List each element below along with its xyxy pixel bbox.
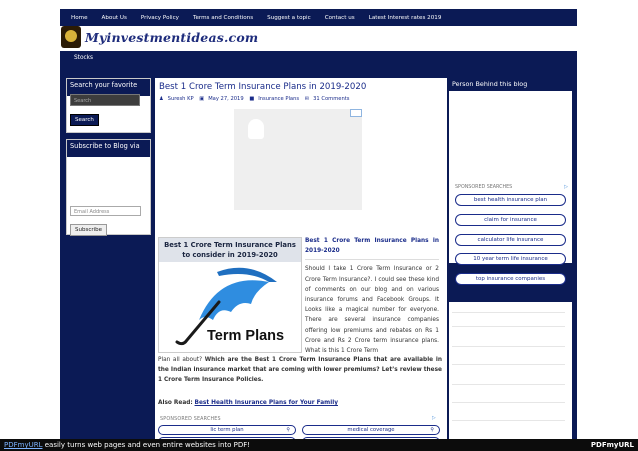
nav-contact-us[interactable]: Contact us	[324, 14, 355, 21]
sub-navbar	[60, 51, 577, 67]
nav-about-us[interactable]: About Us	[101, 14, 127, 21]
pdfmyurl-link[interactable]: PDFmyURL	[4, 441, 43, 449]
ad-pill-label: lic term plan	[210, 427, 244, 433]
search-button[interactable]: Search	[70, 114, 99, 126]
search-widget	[66, 78, 151, 133]
logo-icon	[61, 26, 81, 48]
subscribe-button[interactable]: Subscribe	[70, 224, 107, 236]
divider	[452, 326, 565, 327]
post-article	[155, 78, 447, 451]
footer-text: easily turns web pages and even entire websites into PDF!	[42, 441, 251, 449]
person-widget-title: Person Behind this blog	[449, 78, 572, 91]
intro-bold: Which are the Best 1 Crore Term Insurance Plans that are available in the Indian insurance market that are coming with lower premiums? Let’s review these 1 Crore Term Insurance Policies.	[158, 357, 443, 383]
search-icon: ⚲	[430, 427, 434, 433]
adchoices-icon[interactable]: ▷	[564, 184, 568, 190]
advertisement[interactable]	[234, 109, 362, 210]
comment-icon: ✉	[304, 96, 310, 102]
post-comments[interactable]: 31 Comments	[313, 96, 350, 102]
search-input[interactable]: Search	[70, 94, 140, 106]
hero-text: Term Plans	[207, 328, 285, 344]
nav-terms[interactable]: Terms and Conditions	[192, 14, 254, 21]
subscribe-widget	[66, 139, 151, 235]
top-navbar	[60, 9, 577, 26]
intro-continued	[158, 355, 442, 385]
post-author[interactable]: Suresh KP	[167, 96, 194, 102]
person-widget-body	[449, 91, 572, 282]
folder-icon: ■	[249, 96, 255, 102]
nav-privacy-policy[interactable]: Privacy Policy	[140, 14, 179, 21]
also-read-link[interactable]: Best Health Insurance Plans for Your Family	[194, 400, 338, 406]
intro-question: Best 1 Crore Term Insurance Plans in 2019-2020	[305, 238, 439, 255]
also-read-label: Also Read:	[158, 400, 193, 406]
post-date: May 27, 2019	[208, 96, 244, 102]
calendar-icon: ▣	[199, 96, 205, 102]
site-logo[interactable]	[61, 26, 258, 48]
nav-suggest-topic[interactable]: Suggest a topic	[267, 14, 311, 21]
logo-text: Myinvestmentideas.com	[85, 29, 259, 45]
also-read	[158, 400, 338, 406]
ad-search-pill[interactable]	[302, 425, 440, 435]
post-category[interactable]: Insurance Plans	[258, 96, 300, 102]
ad-search-pill[interactable]	[158, 425, 296, 435]
hero-banner: Best 1 Crore Term Insurance Plans to consider in 2019-2020	[159, 238, 301, 262]
author-icon: ♟	[159, 96, 164, 102]
left-sidebar	[66, 78, 151, 241]
ad-pill[interactable]: top insurance companies	[455, 273, 566, 285]
divider	[305, 259, 439, 260]
divider	[452, 384, 565, 385]
pdfmyurl-logo[interactable]: PDFmyURL	[590, 441, 634, 449]
intro-right	[305, 236, 439, 356]
hero-image	[158, 237, 302, 353]
second-widget-body	[449, 302, 572, 451]
subscribe-widget-title: Subscribe to Blog via	[67, 140, 150, 157]
ad-placeholder-icon	[248, 119, 264, 139]
divider	[452, 364, 565, 365]
divider	[452, 402, 565, 403]
divider	[452, 312, 565, 313]
search-widget-title: Search your favorite	[67, 79, 150, 96]
second-widget-title	[449, 290, 572, 302]
nav-interest-rates[interactable]: Latest Interest rates 2019	[368, 14, 442, 21]
ad-pill[interactable]: calculator life insurance	[455, 234, 566, 246]
post-title[interactable]: Best 1 Crore Term Insurance Plans in 2019-2020	[159, 82, 367, 92]
email-field[interactable]: Email Address	[70, 206, 141, 216]
adchoices-icon[interactable]: ▷	[432, 416, 436, 421]
ad-pill[interactable]: 10 year term life insurance	[455, 253, 566, 265]
search-icon: ⚲	[286, 427, 290, 433]
ad-pill[interactable]: best health insurance plan	[455, 194, 566, 206]
sponsored-label: SPONSORED SEARCHES	[160, 417, 221, 422]
intro-start: Plan all about?	[158, 357, 203, 363]
pdf-footer-bar	[0, 439, 638, 451]
divider	[452, 346, 565, 347]
nav-stocks[interactable]: Stocks	[74, 55, 94, 61]
divider	[452, 420, 565, 421]
intro-paragraph: Should I take 1 Crore Term Insurance or 2 Crore Term Insurance?. I could see these kind of comments on our blog and on various insurance forums and Facebook Groups. It Looks like a magical number for everyone. There are several insurance companies offering low premiums and rebates on Rs 1 Crore and Rs 2 Crore term insurance plans. What is this 1 Crore Term	[305, 266, 439, 355]
site-header	[60, 26, 577, 51]
right-sidebar	[449, 78, 572, 282]
nav-home[interactable]: Home	[71, 14, 88, 21]
ad-pill[interactable]: claim for insurance	[455, 214, 566, 226]
ad-pill-label: medical coverage	[347, 427, 395, 433]
adchoices-icon[interactable]	[350, 109, 362, 117]
post-meta	[159, 96, 353, 102]
sponsored-label: SPONSORED SEARCHES	[455, 185, 513, 190]
